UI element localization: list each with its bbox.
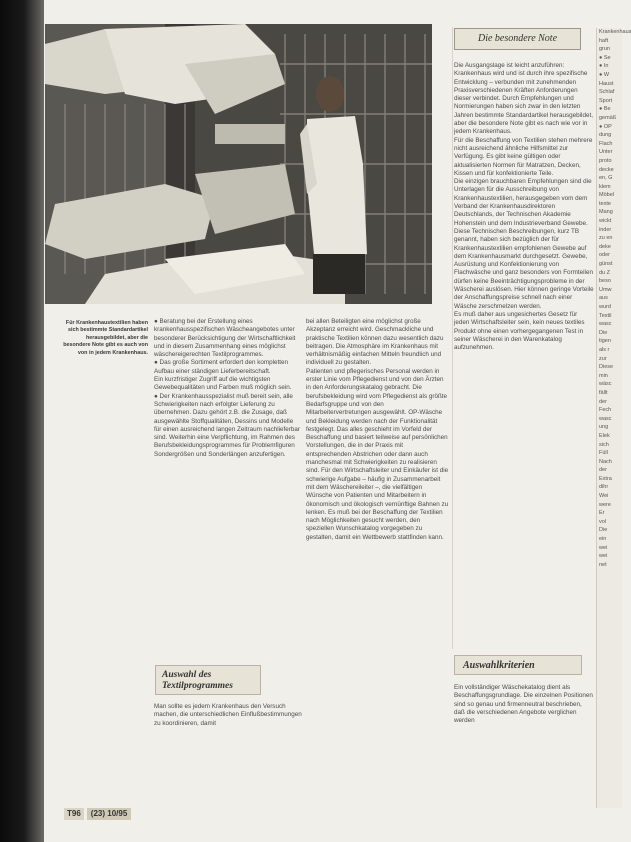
article-column-3: Die Ausgangslage ist leicht anzuführen: Krankenhaus wird und ist durch ihre spezifische Entwicklung – verbunden mit zunehmenden Praxisverschiedenen Kräften Anforderungen dieser verbindet. Durch Empfehlungen und Normierungen haben sich zwar in den letzten Jahren bestimmte Standardartikel herausgebildet, aber die besondere Note gibt es nach wie vor in jedem Krankenhaus. Für die Beschaffung von Textilien stehen mehrere nicht ausreichend ähnliche Hilfsmittel zur Verfügung. Es gibt keine gültigen oder aktualisierten Normen für Matratzen, Decken, Kissen und für konfektionierte Teile. Die einzigen brauchbaren Empfehlungen sind die Unterlagen für die Ausschreibung von Krankenhaustextilien, herausgegeben vom dem Verband der Krankenhausdirektoren Deutschlands, der Technischen Akademie Hohenstein und dem Industrieverband Gewebe. Diese Technischen Beschreibungen, kurz TB genannt, haben sich bezüglich der für Krankenhaustextilien empfohlenen Gewebe auf dem Krankenhausmarkt durchgesetzt. Gewebe, Ausrüstung und Konfektionierung von Flachwäsche und ganz besonders von Formteilen dürfen keine Beeinträchtigungsprobleme in der Wäscherei auslösen. Hier können geringe Vorteile der Anschaffungspreise schnell nach einer Wäsche zerschmelzen werden. Es muß daher aus ungesichertes Gesetz für jeden Wirtschaftsleiter sein, kein neues textiles Produkt ohne einen vorhergegangenen Test in seiner Wäscherei in den Warenkatalog aufzunehmen.: [454, 62, 594, 352]
article-column-1-bottom: Man sollte es jedem Krankenhaus den Versuch machen, die unterschiedlichen Einflußbestimmungen zu koordinieren, damit: [154, 703, 302, 727]
article-column-3-bottom: Ein vollständiger Wäschekatalog dient als Beschaffungsgrundlage. Die einzelnen Positionen sind so genau und firmenneutral beschrieben, daß die verschiedenen Angebote verglichen werden: [454, 684, 593, 725]
issue-date: (23) 10/95: [87, 808, 131, 820]
laundry-photo: [45, 24, 432, 304]
heading-auswahl-textilprogramm: Auswahl des Textilprogrammes: [155, 665, 261, 695]
photo-caption: Für Krankenhaustextilien haben sich bestimmte Standardartikel herausgebildet, aber die besondere Note gibt es auch von von in jedem Krankenhaus.: [63, 320, 148, 356]
page-footer: [64, 808, 131, 820]
column-divider: [452, 27, 453, 649]
heading-auswahlkriterien: Auswahlkriterien: [454, 655, 582, 675]
laundry-room-image: [45, 24, 432, 304]
page-number: T96: [64, 808, 84, 820]
facing-page-edge-text: Krankenhaus haft grun ● Se ● In ● W Haust Schlaf Sport ● Be gemäß ● OP dung Flach Unter proto decke en, G klem Möbel texte Mang wickt inder zu en deke oder günst du Z beso Umw aus wurd Textil wasc Die tigen als r zur Diese min wäsc fällt der Fech wasc ung Elek sich Füll Nach der Extra dihr Wei were Er vol Die ein wei wei net: [596, 28, 622, 808]
article-column-2: bei allen Beteiligten eine möglichst große Akzeptanz erreicht wird. Geschmackliche und praktische Textilien können dazu wesentlich dazu beitragen. Die Atmosphäre im Krankenhaus mit verhältnismäßig einfachen Mitteln freundlich und individuell zu gestalten. Patienten und pflegerisches Personal werden in erster Linie vom Pflegedienst und von den Ärzten in den Anforderungskatalog gebracht. Die berufsbekleidung wird vom Pflegedienst als größte Bedarfsgruppe und von den Mitarbeitervertretungen ausgewählt. OP-Wäsche und Bekleidung werden nach der Funktionalität festgelegt. Das alles geschieht im Vorfeld der Beschaffung und basiert teilweise auf persönlichen Vorstellungen, die in der Praxis mit entsprechenden Abstrichen oder dann auch manchesmal mit Schwierigkeiten zu realisieren sind. Für den Wirtschaftsleiter und Einkäufer ist die schwierige Aufgabe – häufig in Zusammenarbeit mit dem Wäschereileiter –, die vielfältigen Wünsche von Patienten und Mitarbeitern in ökonomisch und ökologisch vernünftige Bahnen zu lenken. Es muß bei der Beschaffung der Textilien nach Möglichkeiten gesucht werden, den speziellen Wunschkatalog vorgegeben zu gestalten, damit ein Wettbewerb stattfinden kann.: [306, 318, 449, 541]
heading-besondere-note: Die besondere Note: [454, 28, 581, 50]
page-binding-shadow: [0, 0, 44, 842]
article-column-1: ● Beratung bei der Erstellung eines krankenhausspezifischen Wäscheangebotes unter besonderer Berücksichtigung der Wirtschaftlichkeit und in diesem Zusammenhang eines möglichst wäschereigerechten Textilprogrammes. ● Das große Sortiment erfordert den kompletten Aufbau einer ständigen Lieferbereitschaft. Ein kurzfristiger Zugriff auf die wichtigsten Gewebequalitäten und Farben muß möglich sein. ● Der Krankenhausspezialist muß bereit sein, alle Schwierigkeiten nach erfolgter Lieferung zu übernehmen. Dazu gehört z.B. die Zusage, daß ausgewählte Stoffqualitäten, Dessins und Modelle für einen ausreichend langen Zeitraum nachlieferbar sind. Weiterhin eine Verpflichtung, im Rahmen des Berufsbekleidungsprogrammes für Problemfiguren Sondergrößen und Sonderlängen anzufertigen.: [154, 318, 300, 458]
